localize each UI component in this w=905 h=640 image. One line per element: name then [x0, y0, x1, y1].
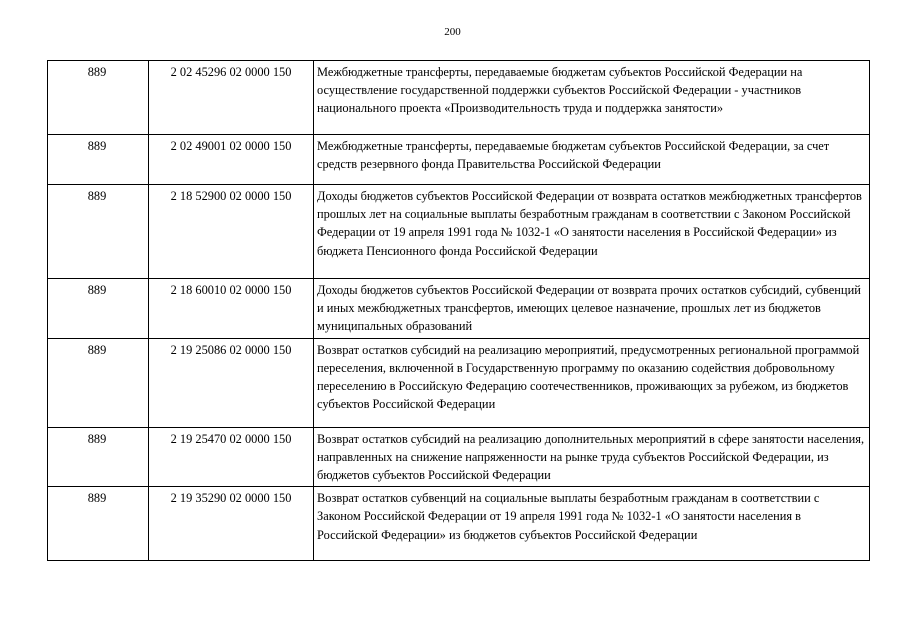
revenue-code-cell: 2 19 35290 02 0000 150 — [149, 487, 314, 561]
table-row — [48, 338, 870, 427]
admin-code-cell: 889 — [48, 61, 149, 135]
revenue-name-cell: Межбюджетные трансферты, передаваемые бюджетам субъектов Российской Федерации на осуществление государственной поддержки субъектов Российской Федерации - участников национального проекта «Производительность труда и поддержка занятости» — [314, 61, 870, 135]
table-row — [48, 279, 870, 339]
revenue-name-cell: Возврат остатков субсидий на реализацию дополнительных мероприятий в сфере занятости населения, направленных на снижение напряженности на рынке труда субъектов Российской Федерации, из бюджетов субъектов Российской Федерации — [314, 427, 870, 487]
revenue-code-cell: 2 02 49001 02 0000 150 — [149, 135, 314, 185]
revenue-code-cell: 2 02 45296 02 0000 150 — [149, 61, 314, 135]
table-row — [48, 135, 870, 185]
admin-code-cell: 889 — [48, 427, 149, 487]
revenue-code-cell: 2 19 25470 02 0000 150 — [149, 427, 314, 487]
revenue-code-cell: 2 19 25086 02 0000 150 — [149, 338, 314, 427]
admin-code-cell: 889 — [48, 338, 149, 427]
revenue-name-cell: Возврат остатков субсидий на реализацию мероприятий, предусмотренных региональной программой переселения, включенной в Государственную программу по оказанию содействия добровольному переселению в Российскую Федерацию соотечественников, проживающих за рубежом, из бюджетов субъектов Российской Федерации — [314, 338, 870, 427]
revenue-code-cell: 2 18 60010 02 0000 150 — [149, 279, 314, 339]
table-row — [48, 427, 870, 487]
admin-code-cell: 889 — [48, 279, 149, 339]
admin-code-cell: 889 — [48, 135, 149, 185]
table-row — [48, 61, 870, 135]
revenue-name-cell: Доходы бюджетов субъектов Российской Федерации от возврата прочих остатков субсидий, субвенций и иных межбюджетных трансфертов, имеющих целевое назначение, прошлых лет из бюджетов муниципальных образований — [314, 279, 870, 339]
revenue-name-cell: Межбюджетные трансферты, передаваемые бюджетам субъектов Российской Федерации, за счет средств резервного фонда Правительства Российской Федерации — [314, 135, 870, 185]
table-row — [48, 487, 870, 561]
page-number: 200 — [444, 26, 461, 38]
table-row — [48, 185, 870, 279]
revenue-name-cell: Доходы бюджетов субъектов Российской Федерации от возврата остатков межбюджетных трансфертов прошлых лет на социальные выплаты безработным гражданам в соответствии с Законом Российской Федерации от 19 апреля 1991 года № 1032-1 «О занятости населения в Российской Федерации» из бюджета Пенсионного фонда Российской Федерации — [314, 185, 870, 279]
revenue-code-cell: 2 18 52900 02 0000 150 — [149, 185, 314, 279]
admin-code-cell: 889 — [48, 487, 149, 561]
budget-classification-table — [47, 60, 870, 561]
revenue-name-cell: Возврат остатков субвенций на социальные выплаты безработным гражданам в соответствии с Законом Российской Федерации от 19 апреля 1991 года № 1032-1 «О занятости населения в Российской Федерации» из бюджетов субъектов Российской Федерации — [314, 487, 870, 561]
admin-code-cell: 889 — [48, 185, 149, 279]
